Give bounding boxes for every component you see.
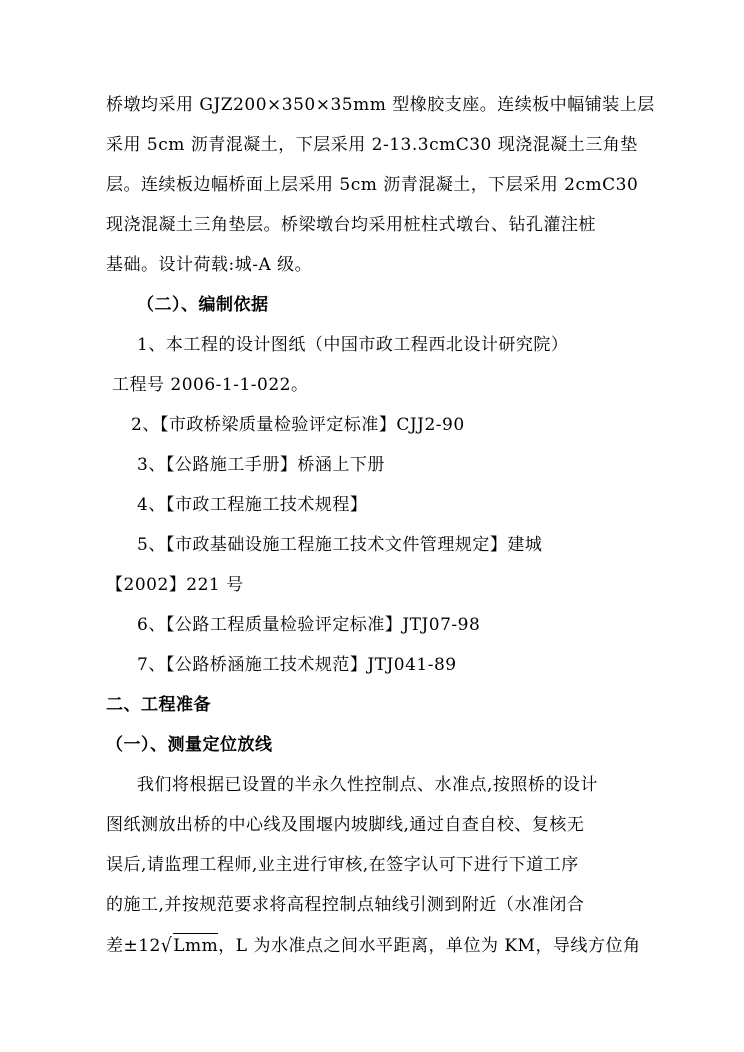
paragraph-line: 的施工,并按规范要求将高程控制点轴线引测到附近（水准闭合 (106, 895, 585, 915)
reference-item: 2、【市政桥梁质量检验评定标准】CJJ2-90 (131, 415, 465, 435)
paragraph-line: 基础。设计荷载:城-A 级。 (106, 255, 313, 275)
reference-item-continued: 工程号 2006-1-1-022。 (112, 375, 309, 395)
reference-item: 7、【公路桥涵施工技术规范】JTJ041-89 (137, 655, 457, 675)
reference-item: 1、本工程的设计图纸（中国市政工程西北设计研究院） (137, 335, 569, 355)
paragraph-line: 桥墩均采用 GJZ200×350×35mm 型橡胶支座。连续板中幅铺装上层 (106, 95, 655, 115)
reference-item: 3、【公路施工手册】桥涵上下册 (137, 455, 385, 475)
reference-item: 5、【市政基础设施工程施工技术文件管理规定】建城 (137, 535, 543, 555)
section-heading: （一）、测量定位放线 (106, 735, 273, 755)
paragraph-line-with-formula (106, 933, 640, 958)
formula-suffix: ，L 为水准点之间水平距离，单位为 KM，导线方位角 (218, 936, 641, 956)
section-heading: （二）、编制依据 (137, 295, 269, 315)
reference-item: 6、【公路工程质量检验评定标准】JTJ07-98 (137, 615, 481, 635)
formula-prefix: 差±12 (106, 936, 161, 956)
chapter-heading: 二、工程准备 (106, 695, 211, 715)
paragraph-line: 图纸测放出桥的中心线及围堰内坡脚线,通过自查自校、复核无 (106, 815, 585, 835)
reference-item-continued: 【2002】221 号 (106, 575, 244, 595)
paragraph-line: 层。连续板边幅桥面上层采用 5cm 沥青混凝土，下层采用 2cmC30 (106, 175, 639, 195)
radicand: Lmm (173, 933, 218, 958)
paragraph-line: 我们将根据已设置的半永久性控制点、水准点,按照桥的设计 (137, 775, 598, 795)
reference-item: 4、【市政工程施工技术规程】 (137, 495, 368, 515)
paragraph-line: 误后,请监理工程师,业主进行审核,在签字认可下进行下道工序 (106, 855, 579, 875)
paragraph-line: 采用 5cm 沥青混凝土，下层采用 2-13.3cmC30 现浇混凝土三角垫 (106, 135, 638, 155)
paragraph-line: 现浇混凝土三角垫层。桥梁墩台均采用桩柱式墩台、钻孔灌注桩 (106, 215, 596, 235)
square-root-sign: √ (160, 934, 173, 958)
